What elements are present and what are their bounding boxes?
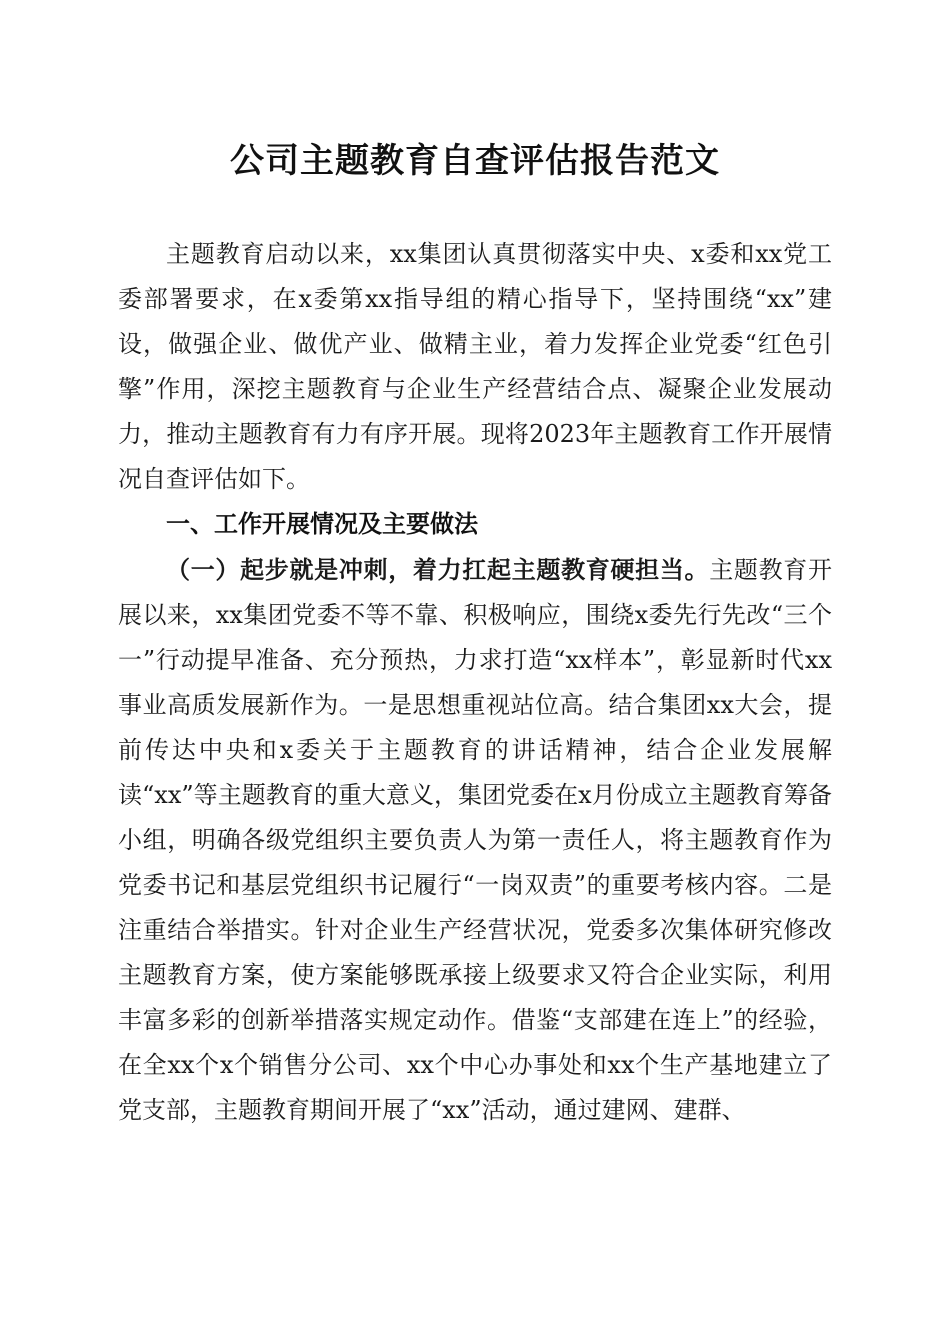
document-body bbox=[118, 232, 832, 1133]
document-title: 公司主题教育自查评估报告范文 bbox=[230, 141, 720, 181]
intro-paragraph: 主题教育启动以来，xx集团认真贯彻落实中央、x委和xx党工委部署要求，在x委第xx指导组的精心指导下，坚持围绕“xx”建设，做强企业、做优产业、做精主业，着力发挥企业党委“红色引擎”作用，深挖主题教育与企业生产经营结合点、凝聚企业发展动力，推动主题教育有力有序开展。现将2023年主题教育工作开展情况自查评估如下。 bbox=[118, 240, 832, 493]
section-heading: 一、工作开展情况及主要做法 bbox=[166, 510, 478, 538]
subsection-body: 主题教育开展以来，xx集团党委不等不靠、积极响应，围绕x委先行先改“三个一”行动提早准备、充分预热，力求打造“xx样本”，彰显新时代xx事业高质发展新作为。一是思想重视站位高。结合集团xx大会，提前传达中央和x委关于主题教育的讲话精神，结合企业发展解读“xx”等主题教育的重大意义，集团党委在x月份成立主题教育筹备小组，明确各级党组织主要负责人为第一责任人，将主题教育作为党委书记和基层党组织书记履行“一岗双责”的重要考核内容。二是注重结合举措实。针对企业生产经营状况，党委多次集体研究修改主题教育方案，使方案能够既承接上级要求又符合企业实际，利用丰富多彩的创新举措落实规定动作。借鉴“支部建在连上”的经验，在全xx个x个销售分公司、xx个中心办事处和xx个生产基地建立了党支部，主题教育期间开展了“xx”活动，通过建网、建群、 bbox=[118, 556, 833, 1124]
subsection-paragraph bbox=[118, 547, 832, 1133]
subsection-lead: （一）起步就是冲刺，着力扛起主题教育硬担当。 bbox=[166, 555, 710, 584]
